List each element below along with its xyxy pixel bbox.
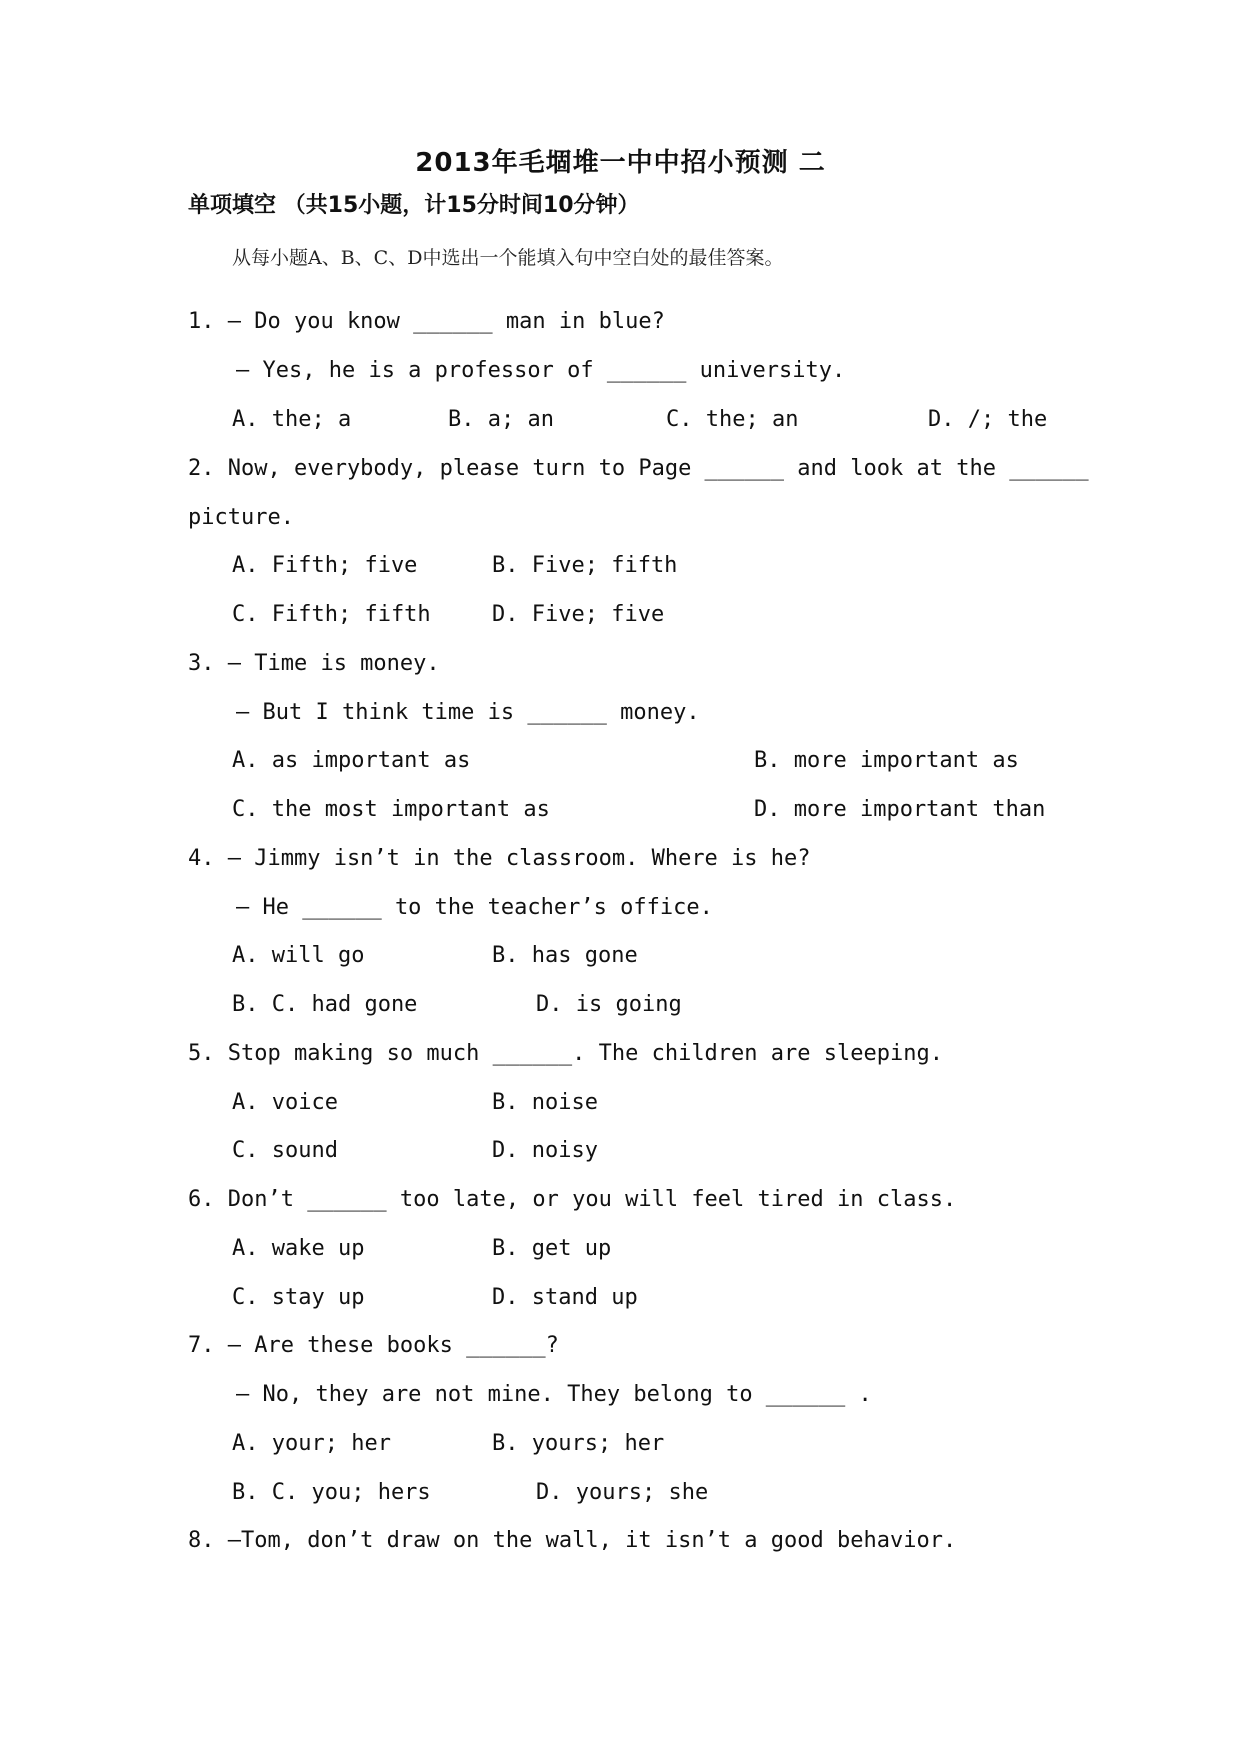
question-4-option-a: A. will go (232, 943, 365, 968)
question-1-reply: — Yes, he is a professor of ______ university. (236, 358, 846, 383)
question-2-option-b: B. Five; fifth (492, 553, 678, 578)
question-3-option-a: A. as important as (232, 748, 471, 773)
question-5-option-a: A. voice (232, 1090, 338, 1115)
question-1-option-b: B. a; an (448, 407, 554, 432)
question-1-option-c: C. the; an (666, 407, 799, 432)
question-6-option-a: A. wake up (232, 1236, 365, 1261)
question-7-option-a: A. your; her (232, 1431, 391, 1456)
question-4-stem: 4. — Jimmy isn’t in the classroom. Where is he? (188, 846, 811, 871)
question-2-option-a: A. Fifth; five (232, 553, 418, 578)
question-3-option-b: B. more important as (754, 748, 1019, 773)
question-7-option-c: B. C. you; hers (232, 1480, 431, 1505)
instructions: 从每小题A、B、C、D中选出一个能填入句中空白处的最佳答案。 (232, 247, 784, 269)
question-5-stem: 5. Stop making so much ______. The children are sleeping. (188, 1041, 943, 1066)
question-6-stem: 6. Don’t ______ too late, or you will feel tired in class. (188, 1187, 957, 1212)
question-4-option-b: B. has gone (492, 943, 638, 968)
question-2-option-d: D. Five; five (492, 602, 665, 627)
question-6-option-d: D. stand up (492, 1285, 638, 1310)
question-8-stem: 8. —Tom, don’t draw on the wall, it isn’t a good behavior. (188, 1528, 957, 1553)
question-4-reply: — He ______ to the teacher’s office. (236, 895, 713, 920)
section-heading: 单项填空 （共15小题，计15分时间10分钟） (188, 193, 640, 218)
question-3-reply: — But I think time is ______ money. (236, 700, 700, 725)
question-6-option-b: B. get up (492, 1236, 612, 1261)
question-7-option-d: D. yours; she (536, 1480, 709, 1505)
question-7-stem: 7. — Are these books ______? (188, 1333, 559, 1358)
question-6-option-c: C. stay up (232, 1285, 365, 1310)
page-title: 2013年毛堌堆一中中招小预测 二 (415, 148, 826, 178)
question-5-option-c: C. sound (232, 1138, 338, 1163)
question-3-option-c: C. the most important as (232, 797, 550, 822)
question-4-option-c: B. C. had gone (232, 992, 418, 1017)
question-3-stem: 3. — Time is money. (188, 651, 440, 676)
question-1-option-a: A. the; a (232, 407, 352, 432)
question-2-stem: 2. Now, everybody, please turn to Page ______ and look at the ______ (188, 456, 1089, 481)
question-7-reply: — No, they are not mine. They belong to ______ . (236, 1382, 872, 1407)
question-2-option-c: C. Fifth; fifth (232, 602, 431, 627)
question-5-option-d: D. noisy (492, 1138, 598, 1163)
question-7-option-b: B. yours; her (492, 1431, 665, 1456)
question-2-continuation: picture. (188, 505, 294, 530)
question-4-option-d: D. is going (536, 992, 682, 1017)
question-5-option-b: B. noise (492, 1090, 598, 1115)
question-1-option-d: D. /; the (928, 407, 1048, 432)
question-3-option-d: D. more important than (754, 797, 1046, 822)
question-1-stem: 1. — Do you know ______ man in blue? (188, 309, 665, 334)
